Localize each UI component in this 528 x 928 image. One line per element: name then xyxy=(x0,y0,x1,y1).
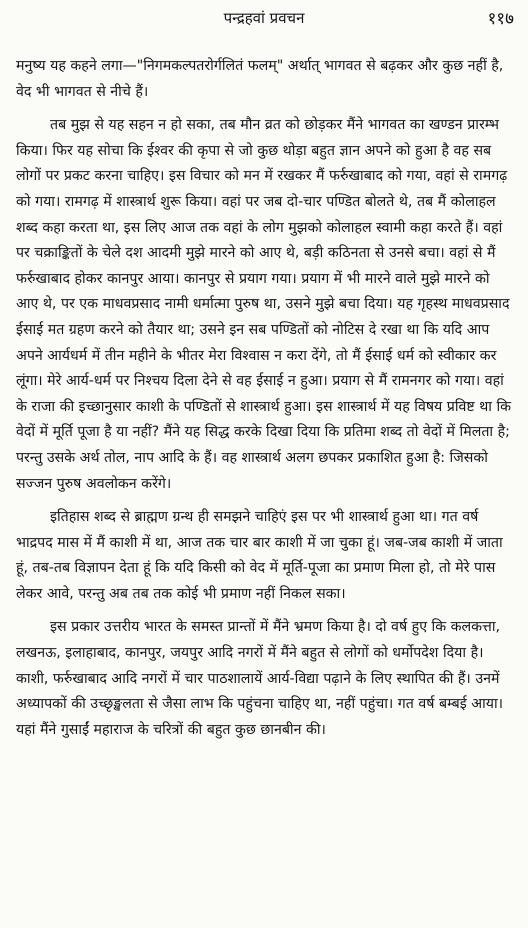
page-header xyxy=(0,6,528,32)
paragraph-4: इस प्रकार उत्तरीय भारत के समस्त प्रान्तों में मैंने भ्रमण किया है। दो वर्ष हुए कि कलकत्ता, लखनऊ, इलाहाबाद, कानपुर, जयपुर आदि नगरों में मैंने बहुत से लोगों को धर्मोपदेश दिया है। काशी, फर्रुखाबाद आदि नगरों में चार पाठशालायें आर्य-विद्या पढ़ाने के लिए स्थापित की हैं। उनमें अध्यापकों की उच्छृङ्खलता से जैसा लाभ कि पहुंचना चाहिए था, नहीं पहुंचा। गत वर्ष बम्बई आया। यहां मैंने गुसाईं महाराज के चरित्रों की बहुत कुछ छानबीन की। xyxy=(16,619,504,738)
chapter-title: पन्द्रहवां प्रवचन xyxy=(223,9,305,27)
paragraph-1: मनुष्य यह कहने लगा—"निगमकल्पतरोर्गलितं फलम्" अर्थात् भागवत से बढ़कर और कुछ नहीं है, वेद भी भागवत से नीचे हैं। xyxy=(16,58,504,100)
paragraph-3: इतिहास शब्द से ब्राह्मण ग्रन्थ ही समझने चाहिएं इस पर भी शास्त्रार्थ हुआ था। गत वर्ष भाद्रपद मास में मैं काशी में था, आज तक चार बार काशी में जा चुका हूं। जब-जब काशी में जाता हूं, तब-तब विज्ञापन देता हूं कि यदि किसी को वेद में मूर्ति-पूजा का प्रमाण मिला हो, तो मेरे पास लेकर आवे, परन्तु अब तब तक कोई भी प्रमाण नहीं निकल सका। xyxy=(16,509,503,602)
page-number: ११७ xyxy=(487,9,514,29)
paragraph-2: तब मुझ से यह सहन न हो सका, तब मौन व्रत को छोड़कर मैंने भागवत का खण्डन प्रारम्भ किया। फिर यह सोचा कि ईश्वर की कृपा से जो कुछ थोड़ा बहुत ज्ञान अपने को हुआ है वह सब लोगों पर प्रकट करना चाहिए। इस विचार को मन में रखकर मैं फर्रुखाबाद को गया, वहां से रामगढ़ को गया। रामगढ़ में शास्त्रार्थ शुरू किया। वहां पर जब दो-चार पण्डित बोलते थे, तब मैं कोलाहल शब्द कहा करता था, इस लिए आज तक वहां के लोग मुझको कोलाहल स्वामी कहा करते हैं। वहां पर चक्राङ्कितों के चेले दश आदमी मुझे मारने को आए थे, बड़ी कठिनता से उनसे बचा। वहां से मैं फर्रुखाबाद होकर कानपुर आया। कानपुर से प्रयाग गया। प्रयाग में भी मारने वाले मुझे मारने को आए थे, पर एक माधवप्रसाद नामी धर्मात्मा पुरुष था, उसने मुझे बचा दिया। यह गृहस्थ माधवप्रसाद ईसाई मत ग्रहण करने को तैयार था; उसने इन सब पण्डितों को नोटिस दे रखा था कि यदि आप अपने आर्यधर्म में तीन महीने के भीतर मेरा विश्वास न करा देंगे, तो मैं ईसाई धर्म को स्वीकार कर लूंगा। मेरे आर्य-धर्म पर निश्चय दिला देने से वह ईसाई न हुआ। प्रयाग से मैं रामनगर को गया। वहां के राजा की इच्छानुसार काशी के पण्डितों से शास्त्रार्थ हुआ। इस शास्त्रार्थ में यह विषय प्रविष्ट था कि वेदों में मूर्ति पूजा है या नहीं? मैंने यह सिद्ध करके दिखा दिया कि प्रतिमा शब्द तो वेदों में मिलता है; परन्तु उसके अर्थ तोल, नाप आदि के हैं। वह शास्त्रार्थ अलग छपकर प्रकाशित हुआ है: जिसको सज्जन पुरुष अवलोकन करेंगे। xyxy=(16,117,512,492)
page-body xyxy=(16,54,516,743)
